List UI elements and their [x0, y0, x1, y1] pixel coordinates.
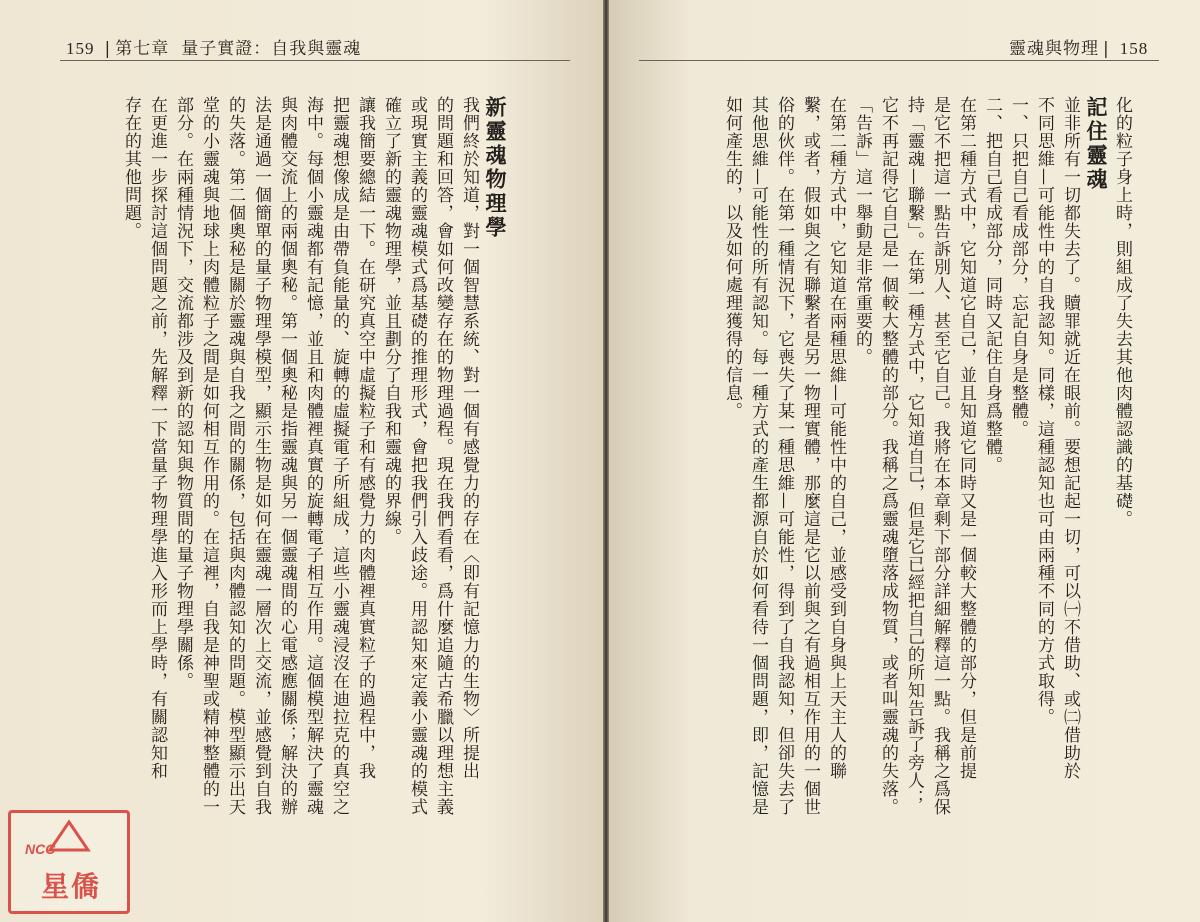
text-column: 俗的伙伴。在第一種情況下，它喪失了某一種思維—可能性，得到了自我認知，但卻失去了	[774, 96, 794, 816]
text-column: 是它不把這一點告訴別人、甚至它自己。我將在本章剩下部分詳細解釋這一點。我稱之爲保	[930, 96, 950, 816]
text-column: 二、把自己看成部分，同時又記住自身爲整體。	[982, 96, 1002, 474]
header-rule	[60, 60, 570, 61]
text-column: 化的粒子身上時，則組成了失去其他肉體認識的基礎。	[1112, 96, 1132, 528]
text-column: 如何產生的，以及如何處理獲得的信息。	[722, 96, 742, 420]
text-column: 海中。每個小靈魂都有記憶，並且和肉體裡真實的旋轉電子相互作用。這個模型解決了靈魂	[303, 96, 323, 816]
text-column: 與肉體交流上的兩個奧秘。第一個奧秘是指靈魂與另一個靈魂間的心電感應關係；解決的辦	[277, 96, 297, 816]
header-separator: |	[104, 39, 112, 59]
left-page-body	[118, 96, 508, 836]
watermark-cjk: 星僑	[41, 870, 102, 903]
text-column: 讓我簡要總結一下。在研究真空中虛擬粒子和有感覺力的肉體裡真實粒子的過程中，我	[355, 96, 375, 780]
left-page-number: 159	[66, 39, 95, 58]
text-column: 存在的其他問題。	[121, 96, 141, 240]
left-running-header	[60, 34, 361, 59]
right-page-body	[719, 96, 1135, 836]
text-column: 持「靈魂—聯繫」。在第一種方式中，它知道自己，但是它已經把自己的所知告訴了旁人；	[904, 96, 924, 808]
text-column: 它不再記得它自己是一個較大整體的部分。我稱之爲靈魂墮落成物質，或者叫靈魂的失落。	[878, 96, 898, 816]
ncc-watermark-stamp	[8, 810, 130, 914]
text-column: 部分。在兩種情況下，交流都涉及到新的認知與物質間的量子物理學關係。	[173, 96, 193, 690]
text-column: 法是通過一個簡單的量子物理學模型，顯示生物是如何在靈魂一層次上交流，並感覺到自我	[251, 96, 271, 816]
text-column: 我們終於知道，對一個智慧系統、對一個有感覺力的存在〈即有記憶力的生物〉所提出	[459, 96, 479, 780]
text-column: 確立了新的靈魂物理學，並且劃分了自我和靈魂的界線。	[381, 96, 401, 546]
text-column: 或現實主義的靈魂模式爲基礎的推理形式，會把我們引入歧途。用認知來定義小靈魂的模式	[407, 96, 427, 816]
header-rule	[639, 60, 1159, 61]
text-column: 把靈魂想像成是由帶負能量的、旋轉的虛擬電子所組成，這些小靈魂浸沒在迪拉克的真空之	[329, 96, 349, 816]
watermark-latin: NCC	[25, 841, 56, 857]
text-column: 並非所有一切都失去了。贖罪就近在眼前。要想記起一切，可以㈠不借助、或㈡借助於	[1060, 96, 1080, 780]
text-column: 的失落。第二個奧秘是關於靈魂與自我之間的關係，包括與肉體認知的問題。模型顯示出天	[225, 96, 245, 816]
section-heading: 新靈魂物理學	[483, 96, 508, 240]
book-part-title: 靈魂與物理	[1009, 39, 1099, 59]
text-column: 其他思維—可能性的所有認知。每一種方式的產生都源自於如何看待一個問題，即，記憶是	[748, 96, 768, 816]
text-column: 不同思維—可能性中的自我認知。同樣，這種認知也可由兩種不同的方式取得。	[1034, 96, 1054, 726]
text-column: 一、只把自己看成部分，忘記自身是整體。	[1008, 96, 1028, 438]
chapter-title: 量子實證：自我與靈魂	[181, 39, 362, 59]
text-column: 在第二種方式中，它知道它自己，並且知道它同時又是一個較大整體的部分，但是前提	[956, 96, 976, 780]
text-column: 的問題和回答，會如何改變存在的物理過程。現在我們看看，爲什麼追隨古希臘以理想主義	[433, 96, 453, 816]
text-column: 在更進一步探討這個問題之前，先解釋一下當量子物理學進入形而上學時，有關認知和	[147, 96, 167, 780]
right-page-number: 158	[1119, 39, 1149, 58]
text-column: 繫，或者，假如與之有聯繫者是另一物理實體，那麼這是它以前與之有過相互作用的一個世	[800, 96, 820, 816]
text-column: 堂的小靈魂與地球上肉體粒子之間是如何相互作用的。在這裡，自我是神聖或精神整體的一	[199, 96, 219, 816]
text-column: 在第二種方式中，它知道在兩種思維—可能性中的自己，並感受到自身與上天主人的聯	[826, 96, 846, 780]
text-column: 「告訴」這一舉動是非常重要的。	[852, 96, 872, 366]
section-heading: 記住靈魂	[1084, 96, 1109, 192]
right-page	[609, 0, 1200, 922]
right-running-header	[1009, 34, 1154, 59]
chapter-label: 第七章	[115, 39, 170, 59]
header-separator: |	[1103, 39, 1110, 59]
